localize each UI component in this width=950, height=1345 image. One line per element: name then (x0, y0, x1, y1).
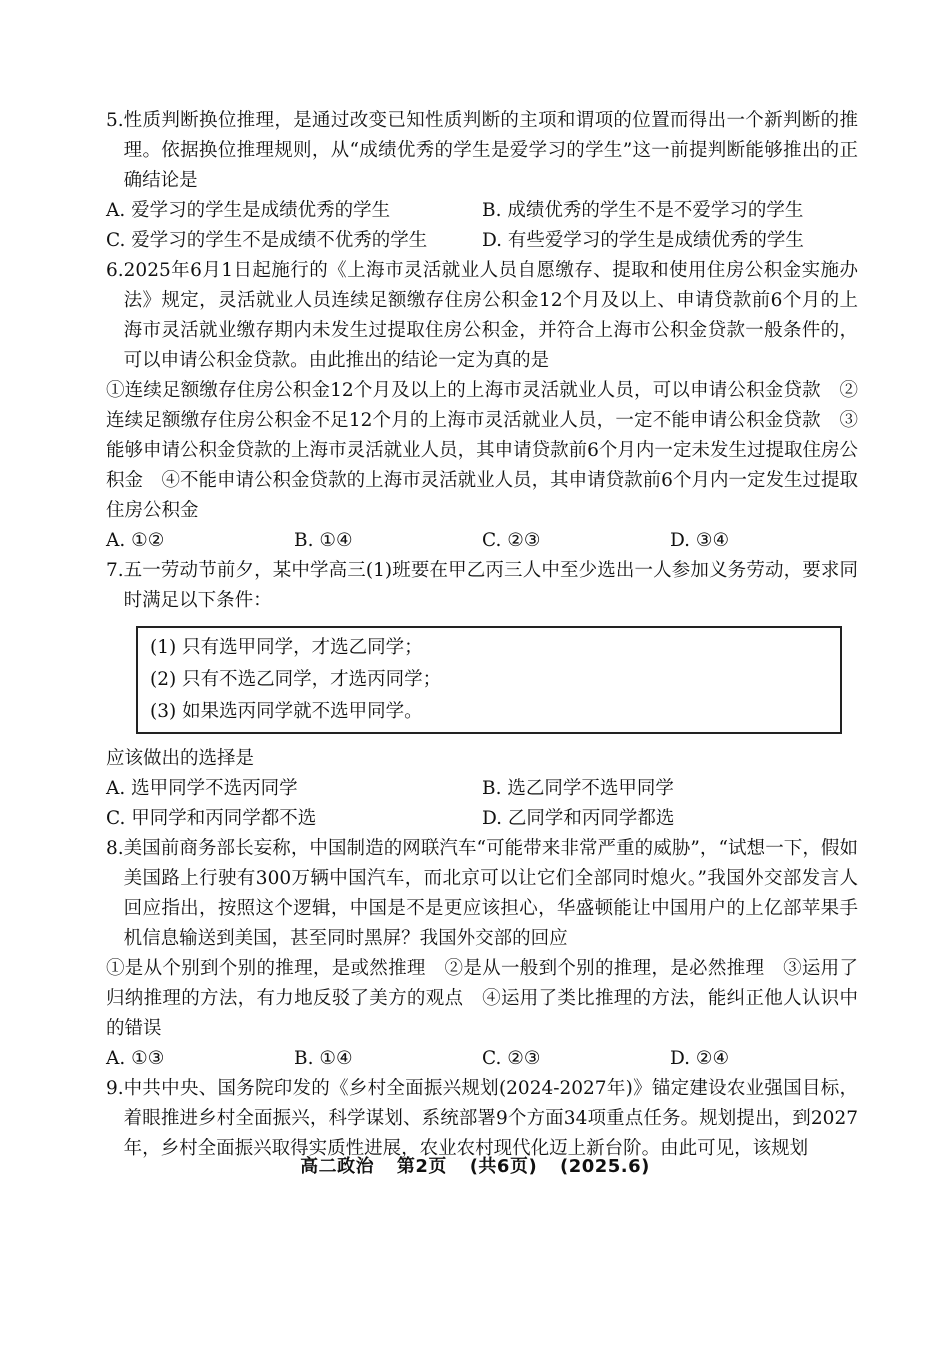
question-number: 5. (106, 110, 124, 131)
option-a[interactable]: A. ①③ (106, 1048, 165, 1069)
option-a[interactable]: A. 爱学习的学生是成绩优秀的学生 (106, 200, 391, 221)
option-b[interactable]: B. 成绩优秀的学生不是不爱学习的学生 (482, 200, 804, 221)
option-d[interactable]: D. ②④ (670, 1048, 730, 1069)
option-a[interactable]: A. 选甲同学不选丙同学 (106, 778, 298, 799)
option-row (106, 196, 858, 226)
option-row (106, 226, 858, 256)
condition-3: (3) 如果选丙同学就不选甲同学。 (150, 701, 423, 722)
option-row (106, 1044, 858, 1074)
question-6 (106, 256, 858, 556)
question-prompt: 应该做出的选择是 (106, 748, 255, 769)
question-number: 9. (106, 1078, 124, 1099)
option-d[interactable]: D. 乙同学和丙同学都选 (482, 808, 675, 829)
question-stem: 美国前商务部长妄称，中国制造的网联汽车“可能带来非常严重的威胁”，“试想一下，假如美国路上行驶有300万辆中国汽车，而北京可以让它们全部同时熄火。”我国外交部发言人回应指出，按照这个逻辑，中国是不是更应该担心，华盛顿能让中国用户的上亿部苹果手机信息输送到美国，甚至同时黑屏？我国外交部的回应 (123, 838, 858, 949)
option-c[interactable]: C. ②③ (482, 530, 541, 551)
question-number: 7. (106, 560, 124, 581)
question-8 (106, 834, 858, 1074)
option-c[interactable]: C. ②③ (482, 1048, 541, 1069)
footer-total-pages: (共6页) (469, 1156, 538, 1177)
statement-list: ①连续足额缴存住房公积金12个月及以上的上海市灵活就业人员，可以申请公积金贷款 ②连续足额缴存住房公积金不足12个月的上海市灵活就业人员，一定不能申请公积金贷款 ③能够申请公积金贷款的上海市灵活就业人员，其申请贷款前6个月内一定未发生过提取住房公积金 ④不能申请公积金贷款的上海市灵活就业人员，其申请贷款前6个月内一定发生过提取住房公积金 (106, 380, 858, 521)
option-d[interactable]: D. 有些爱学习的学生是成绩优秀的学生 (482, 230, 804, 251)
option-c[interactable]: C. 甲同学和丙同学都不选 (106, 808, 317, 829)
condition-2: (2) 只有不选乙同学，才选丙同学； (150, 669, 442, 690)
condition-1: (1) 只有选甲同学，才选乙同学； (150, 637, 423, 658)
question-7 (106, 556, 858, 834)
option-row (106, 526, 858, 556)
question-list (106, 106, 858, 1164)
question-stem: 性质判断换位推理，是通过改变已知性质判断的主项和谓项的位置而得出一个新判断的推理。依据换位推理规则，从“成绩优秀的学生是爱学习的学生”这一前提判断能够推出的正确结论是 (123, 110, 858, 191)
option-b[interactable]: B. ①④ (294, 530, 353, 551)
page-footer (0, 1152, 950, 1178)
option-b[interactable]: B. ①④ (294, 1048, 353, 1069)
question-stem: 五一劳动节前夕，某中学高三(1)班要在甲乙丙三人中至少选出一人参加义务劳动，要求同时满足以下条件： (123, 560, 858, 611)
statement-list: ①是从个别到个别的推理，是或然推理 ②是从一般到个别的推理，是必然推理 ③运用了归纳推理的方法，有力地反驳了美方的观点 ④运用了类比推理的方法，能纠正他人认识中的错误 (106, 958, 858, 1039)
footer-subject: 高二政治 (300, 1156, 375, 1177)
option-a[interactable]: A. ①② (106, 530, 165, 551)
question-stem: 2025年6月1日起施行的《上海市灵活就业人员自愿缴存、提取和使用住房公积金实施办法》规定，灵活就业人员连续足额缴存住房公积金12个月及以上、申请贷款前6个月的上海市灵活就业缴存期内未发生过提取住房公积金，并符合上海市公积金贷款一般条件的，可以申请公积金贷款。由此推出的结论一定为真的是 (123, 260, 858, 371)
question-9 (106, 1074, 858, 1164)
question-stem: 中共中央、国务院印发的《乡村全面振兴规划(2024-2027年)》锚定建设农业强国目标，着眼推进乡村全面振兴，科学谋划、系统部署9个方面34项重点任务。规划提出，到2027年，乡村全面振兴取得实质性进展，农业农村现代化迈上新台阶。由此可见，该规划 (123, 1078, 858, 1159)
option-c[interactable]: C. 爱学习的学生不是成绩不优秀的学生 (106, 230, 428, 251)
option-row (106, 774, 858, 804)
option-b[interactable]: B. 选乙同学不选甲同学 (482, 778, 674, 799)
option-row (106, 804, 858, 834)
conditions-box (136, 626, 842, 734)
question-number: 6. (106, 260, 124, 281)
option-d[interactable]: D. ③④ (670, 530, 730, 551)
question-number: 8. (106, 838, 124, 859)
footer-page-number: 第2页 (396, 1156, 447, 1177)
question-5 (106, 106, 858, 256)
footer-date: (2025.6) (559, 1156, 650, 1177)
